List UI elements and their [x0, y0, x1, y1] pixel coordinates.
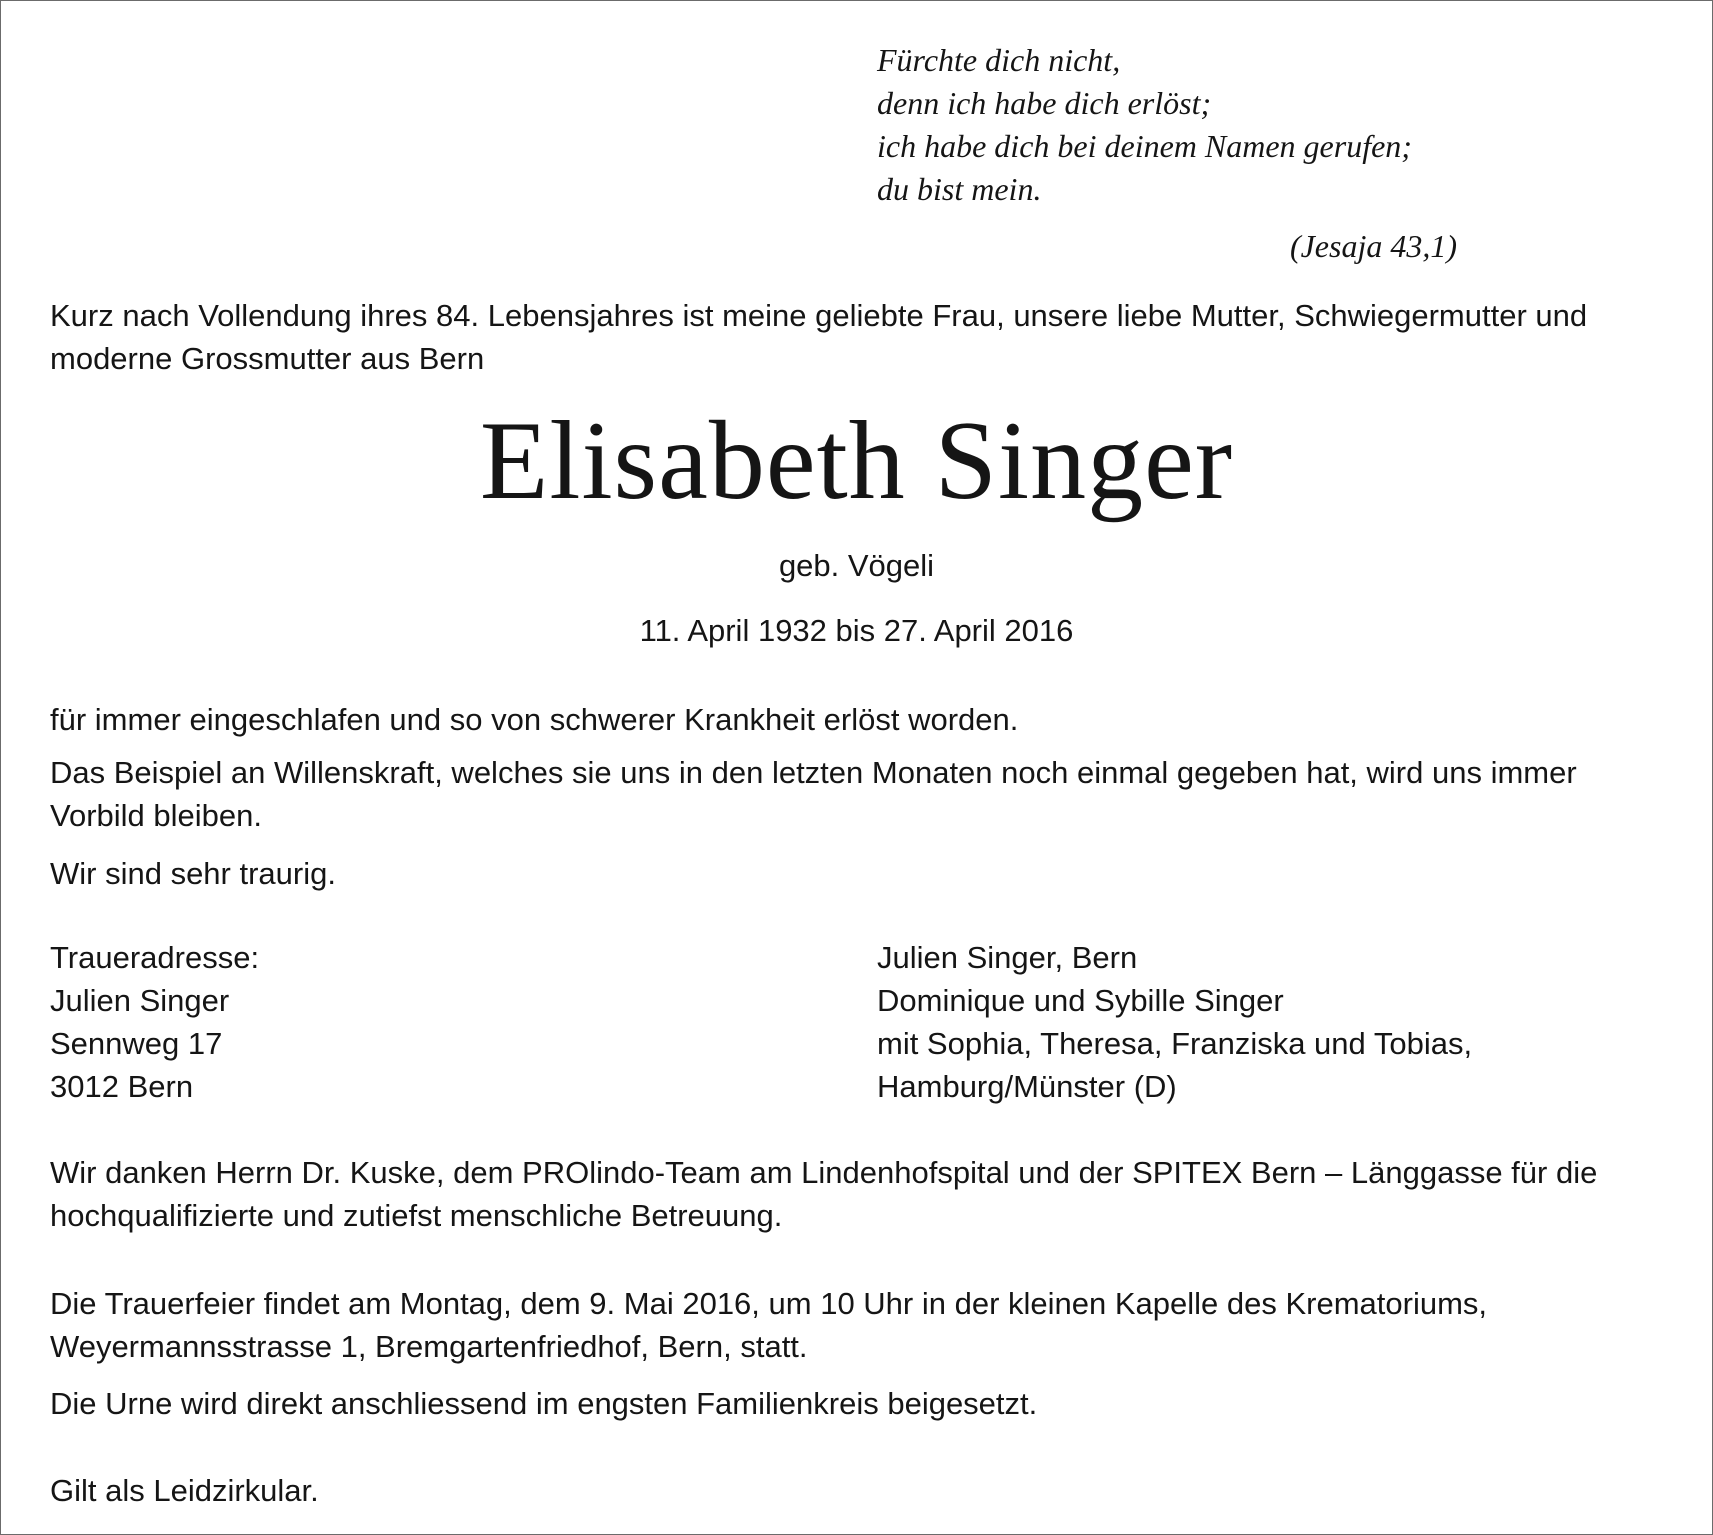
- closing-note: Gilt als Leidzirkular.: [50, 1473, 319, 1508]
- birth-name: geb. Vögeli: [778, 548, 935, 583]
- family-line: mit Sophia, Theresa, Franziska und Tobias,: [877, 1026, 1473, 1061]
- verse-line: denn ich habe dich erlöst;: [877, 85, 1212, 121]
- family-line: Dominique und Sybille Singer: [877, 983, 1284, 1018]
- verse-reference: (Jesaja 43,1): [1289, 228, 1457, 264]
- urn-paragraph: Die Urne wird direkt anschliessend im engsten Familienkreis beigesetzt.: [50, 1386, 1038, 1421]
- message-line: Das Beispiel an Willenskraft, welches sie uns in den letzten Monaten noch einmal gegeben hat, wird uns immer: [50, 755, 1577, 790]
- thanks-paragraph: [50, 1151, 1666, 1237]
- mourning-address: [50, 936, 259, 1108]
- address-line: Julien Singer: [50, 983, 230, 1018]
- address-line: 3012 Bern: [50, 1069, 194, 1104]
- intro-paragraph: [50, 294, 1666, 380]
- verse-line: du bist mein.: [877, 171, 1042, 207]
- address-label: Traueradresse:: [50, 940, 260, 975]
- deceased-name: Elisabeth Singer: [479, 399, 1234, 523]
- family-line: Julien Singer, Bern: [877, 940, 1138, 975]
- bible-verse: [877, 39, 1457, 268]
- intro-line: moderne Grossmutter aus Bern: [50, 341, 485, 376]
- address-line: Sennweg 17: [50, 1026, 223, 1061]
- message-line: Vorbild bleiben.: [50, 798, 262, 833]
- verse-line: Fürchte dich nicht,: [877, 42, 1121, 78]
- thanks-line: hochqualifizierte und zutiefst menschliche Betreuung.: [50, 1198, 783, 1233]
- service-paragraph: [50, 1282, 1666, 1368]
- family-signatories: [877, 936, 1472, 1108]
- service-line: Die Trauerfeier findet am Montag, dem 9. Mai 2016, um 10 Uhr in der kleinen Kapelle des Krematoriums,: [50, 1286, 1488, 1321]
- message-paragraph-2: [50, 751, 1666, 837]
- verse-line: ich habe dich bei deinem Namen gerufen;: [877, 128, 1412, 164]
- family-line: Hamburg/Münster (D): [877, 1069, 1177, 1104]
- thanks-line: Wir danken Herrn Dr. Kuske, dem PROlindo-Team am Lindenhofspital und der SPITEX Bern – Länggasse für die: [50, 1155, 1598, 1190]
- intro-line: Kurz nach Vollendung ihres 84. Lebensjahres ist meine geliebte Frau, unsere liebe Mutter, Schwiegermutter und: [50, 298, 1588, 333]
- message-paragraph-3: Wir sind sehr traurig.: [50, 856, 336, 891]
- service-line: Weyermannsstrasse 1, Bremgartenfriedhof, Bern, statt.: [50, 1329, 808, 1364]
- message-paragraph-1: für immer eingeschlafen und so von schwerer Krankheit erlöst worden.: [50, 702, 1019, 737]
- life-dates: 11. April 1932 bis 27. April 2016: [639, 613, 1074, 648]
